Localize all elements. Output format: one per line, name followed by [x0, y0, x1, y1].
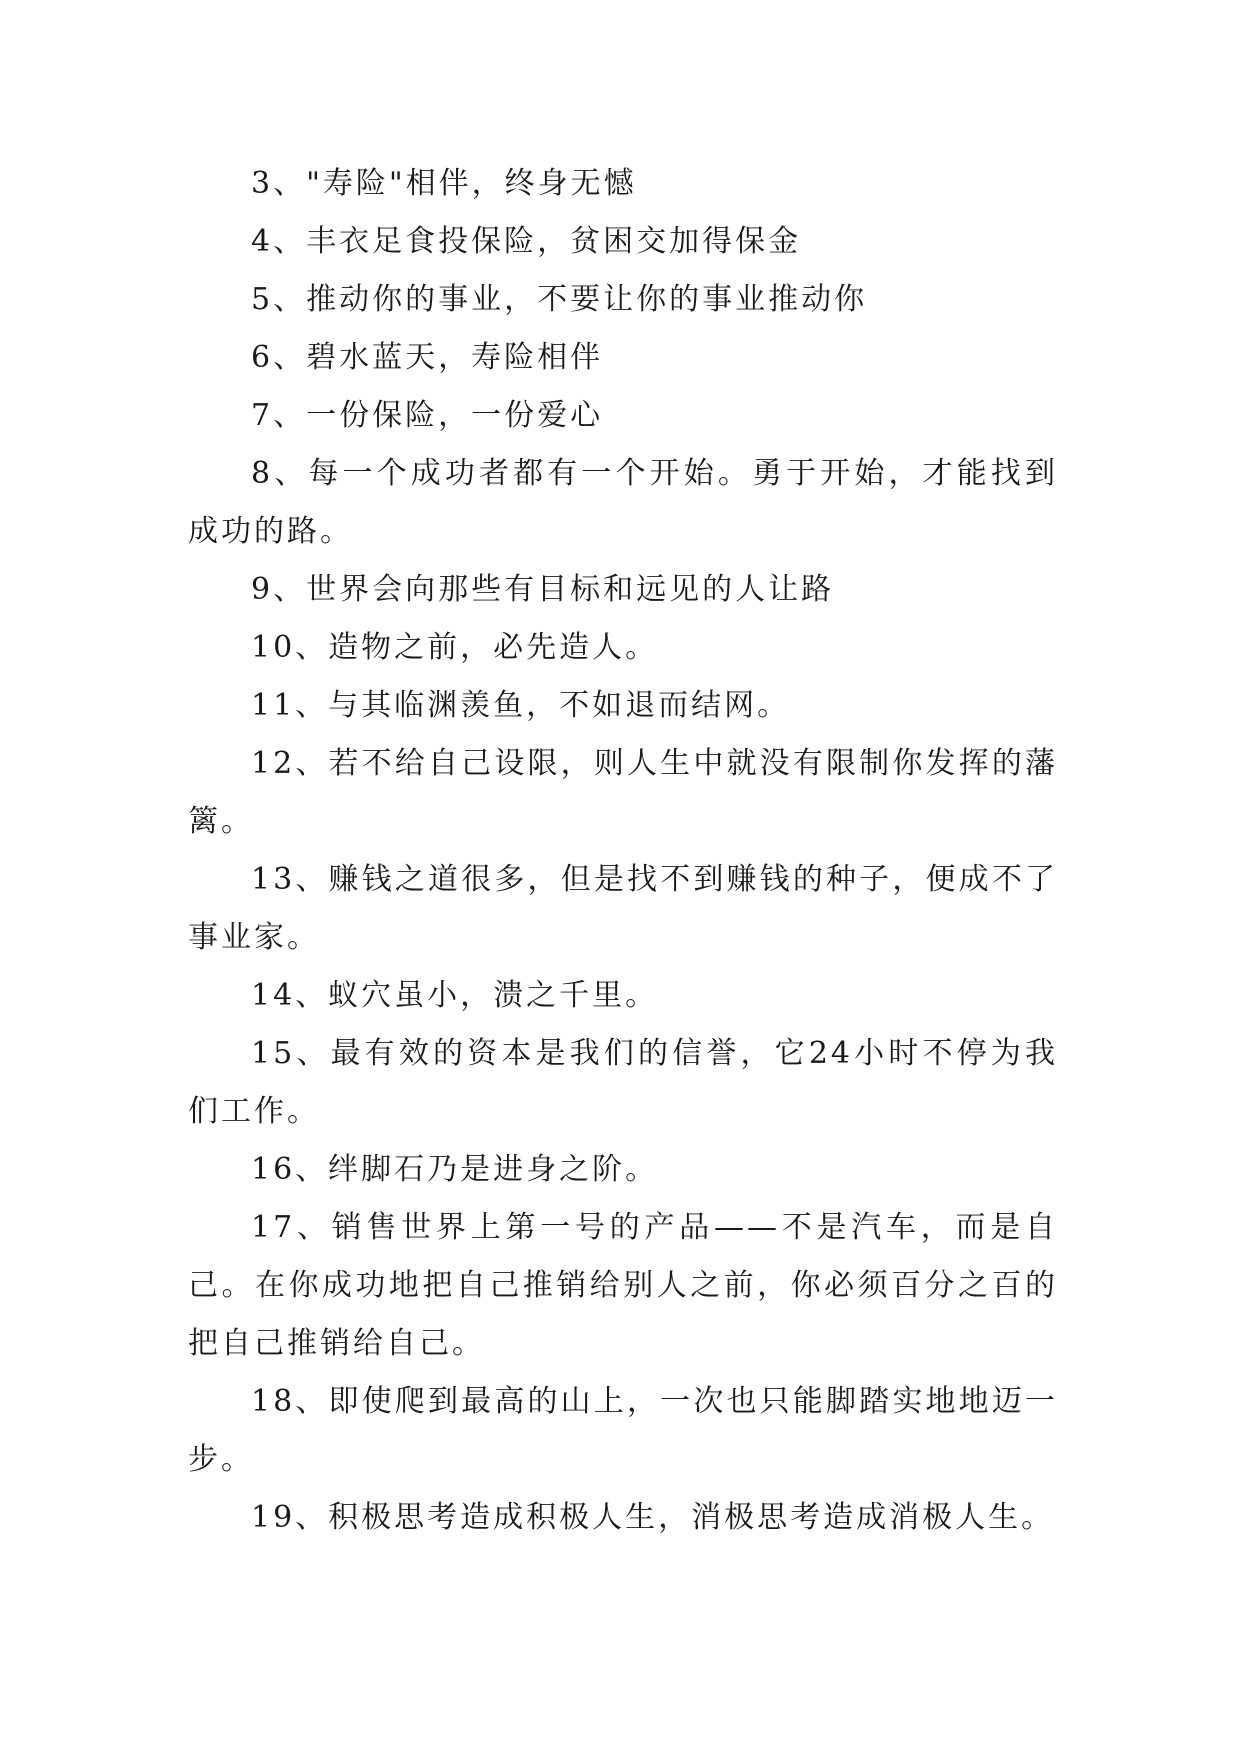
- list-item: 15、最有效的资本是我们的信誉，它24小时不停为我们工作。: [188, 1036, 1058, 1129]
- list-item: 3、"寿险"相伴，终身无憾: [251, 166, 637, 201]
- list-item: 13、赚钱之道很多，但是找不到赚钱的种子，便成不了事业家。: [188, 862, 1058, 955]
- list-item: 6、碧水蓝天，寿险相伴: [251, 340, 604, 375]
- list-item: 4、丰衣足食投保险，贫困交加得保金: [251, 224, 802, 259]
- list-item: 8、每一个成功者都有一个开始。勇于开始，才能找到成功的路。: [188, 456, 1058, 549]
- list-item: 19、积极思考造成积极人生，消极思考造成消极人生。: [251, 1500, 1055, 1535]
- list-item: 12、若不给自己设限，则人生中就没有限制你发挥的藩篱。: [188, 746, 1058, 839]
- list-item: 16、绊脚石乃是进身之阶。: [251, 1152, 659, 1187]
- list-item: 14、蚁穴虽小，溃之千里。: [251, 978, 659, 1013]
- list-item: 5、推动你的事业，不要让你的事业推动你: [251, 282, 868, 317]
- list-item: 18、即使爬到最高的山上，一次也只能脚踏实地地迈一步。: [188, 1384, 1058, 1477]
- list-item: 11、与其临渊羡鱼，不如退而结网。: [251, 688, 791, 723]
- list-item: 10、造物之前，必先造人。: [251, 630, 659, 665]
- document-body: [188, 155, 1058, 1547]
- list-item: 9、世界会向那些有目标和远见的人让路: [251, 572, 835, 607]
- list-item: 17、销售世界上第一号的产品——不是汽车，而是自己。在你成功地把自己推销给别人之前，你必须百分之百的把自己推销给自己。: [188, 1210, 1058, 1361]
- list-item: 7、一份保险，一份爱心: [251, 398, 604, 433]
